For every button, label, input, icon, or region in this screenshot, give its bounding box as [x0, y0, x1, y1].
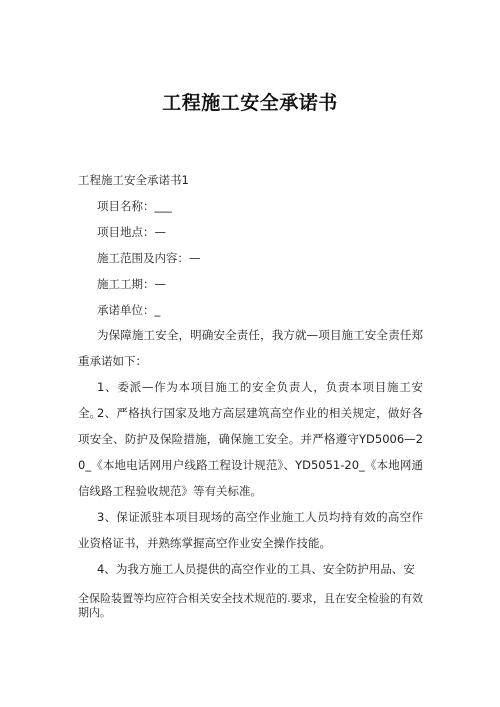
- field-period: 施工工期：—: [97, 277, 166, 291]
- paragraph-intro: 为保障施工安全，明确安全责任，我方就—项目施工安全责任郑重承诺如下：: [78, 328, 423, 368]
- document-subtitle: 工程施工安全承诺书1: [78, 173, 189, 187]
- field-scope: 施工范围及内容：—: [97, 251, 201, 265]
- paragraph-item-3: 3、保证派驻本项目现场的高空作业施工人员均持有效的高空作业资格证书，并熟练掌握高空作业安全操作技能。: [78, 510, 423, 550]
- field-project-name: 项目名称：___: [97, 199, 172, 213]
- field-unit: 承诺单位：_: [97, 303, 161, 317]
- paragraph-item-2: 2、严格执行国家及地方高层建筑高空作业的相关规定，做好各项安全、防护及保险措施，确保施工安全。并严格遵守YD5006—20_《本地电话网用户线路工程设计规范》、YD5051-20_《本地网通信线路工程验收规范》等有关标准。: [78, 406, 423, 498]
- paragraph-item-4-first-line: 4、为我方施工人员提供的高空作业的工具、安全防护用品、安: [97, 562, 415, 576]
- field-project-site: 项目地点：—: [97, 225, 166, 239]
- document-title: 工程施工安全承诺书: [162, 92, 338, 114]
- paragraph-item-1: 1、委派—作为本项目施工的安全负责人，负责本项目施工安全。: [78, 380, 423, 420]
- paragraph-item-4-continuation: 全保险装置等均应符合相关安全技术规范的.要求，且在安全检验的有效期内。: [78, 592, 423, 619]
